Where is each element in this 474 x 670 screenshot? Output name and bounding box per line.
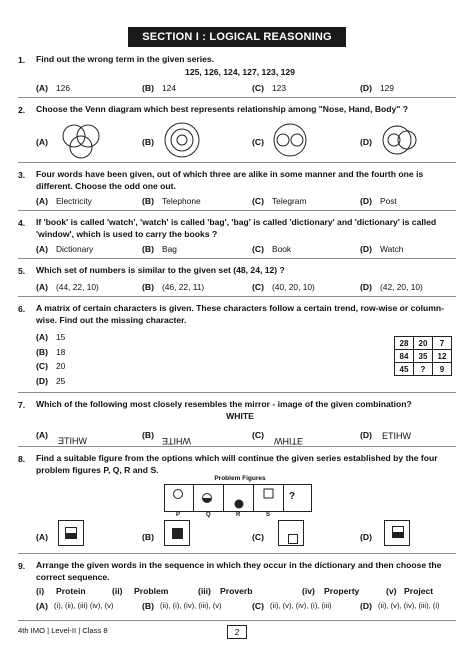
figure-p-circle: [167, 486, 193, 510]
question-number: 3.: [18, 170, 26, 180]
matrix-cell: 7: [433, 337, 452, 350]
venn-diagram-c: [270, 120, 310, 160]
question-text-line2: problem figures P, Q, R and S.: [36, 465, 159, 475]
option-d[interactable]: (D): [360, 196, 372, 206]
option-d-text: 25: [56, 376, 66, 386]
square-icon: [392, 526, 404, 538]
option-c-text: 20: [56, 361, 66, 371]
question-text-line1: If 'book' is called 'watch', 'watch' is called 'bag', 'bag' is called 'dictionary' and 'dictionary' is called: [36, 217, 437, 227]
question-text: Which set of numbers is similar to the given set (48, 24, 12) ?: [36, 265, 285, 275]
page-number: 2: [227, 625, 247, 639]
word-number: (iii): [198, 586, 211, 596]
matrix-cell: 45: [395, 363, 414, 376]
question-text-line1: Four words have been given, out of which three are alike in some manner and the fourth one is: [36, 169, 424, 179]
half-fill: [66, 533, 76, 538]
option-a[interactable]: (A): [36, 137, 48, 147]
option-c-text: Telegram: [272, 196, 307, 206]
option-a[interactable]: (A): [36, 601, 48, 611]
option-c-text: Book: [272, 244, 292, 254]
matrix-cell: 35: [414, 350, 433, 363]
option-b[interactable]: (B): [142, 137, 154, 147]
option-d[interactable]: (D): [360, 601, 372, 611]
option-a-text: Dictionary: [56, 244, 94, 254]
option-b-text: 124: [162, 83, 176, 93]
divider: [283, 485, 284, 511]
question-text-line1: Find a suitable figure from the options which will continue the given series established by the four: [36, 453, 438, 463]
option-a[interactable]: (A): [36, 430, 48, 440]
option-d[interactable]: (D): [360, 244, 372, 254]
figure-label-r: R: [236, 512, 241, 518]
half-fill: [393, 532, 403, 537]
option-d[interactable]: (D): [360, 282, 372, 292]
question-text-line2: different. Choose the odd one out.: [36, 181, 176, 191]
option-c-text: (40, 20, 10): [272, 282, 315, 292]
question-mark: ?: [289, 491, 296, 502]
given-word: WHITE: [226, 411, 254, 421]
word: Protein: [56, 586, 86, 596]
question-text: Find out the wrong term in the given series.: [36, 54, 215, 64]
question-number: 5.: [18, 266, 26, 276]
option-d[interactable]: (D): [360, 137, 372, 147]
footer-exam-info: 4th IMO | Level-II | Class 8: [18, 626, 108, 635]
question-text-line1: A matrix of certain characters is given. These characters follow a certain trend, row-wise or column-: [36, 303, 445, 313]
problem-figures-title: Problem Figures: [214, 475, 266, 482]
option-a[interactable]: (A): [36, 532, 48, 542]
option-d[interactable]: (D): [360, 83, 372, 93]
divider: [18, 258, 456, 259]
divider: [18, 296, 456, 297]
figure-label-q: Q: [206, 512, 211, 518]
option-c-text: 123: [272, 83, 286, 93]
option-d[interactable]: (D): [360, 430, 372, 440]
question-text-line2: wise. Find out the missing character.: [36, 315, 187, 325]
option-d-text: (ii), (v), (iv), (iii), (i): [378, 601, 440, 610]
option-c-figure: [278, 520, 304, 546]
word: Project: [404, 586, 434, 596]
option-d-text: Watch: [380, 244, 404, 254]
divider: [223, 485, 224, 511]
option-c-text: (ii), (v), (iv), (i), (iii): [270, 601, 332, 610]
option-d[interactable]: (D): [360, 532, 372, 542]
matrix-cell: 20: [414, 337, 433, 350]
matrix-cell: 12: [433, 350, 452, 363]
option-c[interactable]: (C): [252, 244, 264, 254]
option-b-text: 18: [56, 347, 66, 357]
divider: [18, 392, 456, 393]
figure-r-filled-circle: [226, 486, 252, 510]
divider: [253, 485, 254, 511]
problem-figures-strip: [164, 484, 312, 512]
option-c[interactable]: (C): [252, 532, 264, 542]
option-c[interactable]: (C): [252, 137, 264, 147]
option-b[interactable]: (B): [142, 83, 154, 93]
question-text: Which of the following most closely resembles the mirror - image of the given combination?: [36, 399, 412, 409]
question-text-line2: correct sequence.: [36, 572, 110, 582]
figure-s-square: [256, 486, 282, 510]
option-a[interactable]: (A): [36, 282, 48, 292]
figure-q-half-circle: [196, 486, 222, 510]
matrix-cell: ?: [414, 363, 433, 376]
divider: [18, 97, 456, 98]
venn-diagram-a: [56, 118, 106, 160]
venn-diagram-b: [162, 120, 202, 160]
question-number: 7.: [18, 400, 26, 410]
matrix-row: [395, 350, 452, 363]
question-number: 2.: [18, 105, 26, 115]
option-c[interactable]: (C): [252, 430, 264, 440]
option-b-text: Bag: [162, 244, 177, 254]
square-icon: [288, 534, 298, 544]
divider: [18, 162, 456, 163]
option-a[interactable]: (A): [36, 83, 48, 93]
mirrored-text: WHITE: [274, 436, 303, 446]
option-c[interactable]: (C): [252, 601, 264, 611]
divider: [193, 485, 194, 511]
mirrored-text: WHITE: [58, 436, 87, 446]
option-d-figure: [384, 520, 410, 546]
number-series: 125, 126, 124, 127, 123, 129: [185, 67, 295, 77]
word-number: (ii): [112, 586, 123, 596]
option-a-text: 15: [56, 332, 66, 342]
question-number: 6.: [18, 304, 26, 314]
option-b-text: (46, 22, 11): [162, 282, 205, 292]
option-a[interactable]: (A): [36, 244, 48, 254]
option-a[interactable]: (A): [36, 332, 48, 342]
matrix-row: [395, 337, 452, 350]
option-b-text: (ii), (i), (iv), (iii), (v): [160, 601, 222, 610]
option-d[interactable]: (D): [36, 376, 48, 386]
option-a-text: Electricity: [56, 196, 92, 206]
section-title: SECTION I : LOGICAL REASONING: [128, 27, 346, 47]
matrix-cell: 9: [433, 363, 452, 376]
option-a-text: 126: [56, 83, 70, 93]
question-number: 9.: [18, 561, 26, 571]
option-a[interactable]: (A): [36, 196, 48, 206]
number-matrix: [394, 336, 452, 376]
option-d-text: 129: [380, 83, 394, 93]
matrix-cell: 84: [395, 350, 414, 363]
question-number: 4.: [18, 218, 26, 228]
option-c[interactable]: (C): [252, 83, 264, 93]
word: Property: [324, 586, 360, 596]
divider: [18, 210, 456, 211]
option-b-figure: [164, 520, 190, 546]
square-icon: [65, 527, 77, 539]
question-text: Choose the Venn diagram which best represents relationship among "Nose, Hand, Body" ?: [36, 104, 409, 114]
option-a-figure: [58, 520, 84, 546]
figure-label-p: P: [176, 512, 181, 518]
option-c[interactable]: (C): [252, 282, 264, 292]
word-number: (i): [36, 586, 45, 596]
option-b[interactable]: (B): [142, 601, 154, 611]
question-text-line1: Arrange the given words in the sequence in which they occur in the dictionary and then choose the: [36, 560, 442, 570]
option-c[interactable]: (C): [36, 361, 48, 371]
word: Problem: [134, 586, 169, 596]
option-c[interactable]: (C): [252, 196, 264, 206]
divider: [18, 553, 456, 554]
figure-label-s: S: [266, 512, 271, 518]
matrix-cell: 28: [395, 337, 414, 350]
option-b[interactable]: (B): [142, 430, 154, 440]
option-a-text: (44, 22, 10): [56, 282, 99, 292]
word: Proverb: [220, 586, 253, 596]
option-a-text: (i), (ii), (iii) (iv), (v): [54, 601, 114, 610]
option-b[interactable]: (B): [142, 196, 154, 206]
option-b[interactable]: (B): [142, 244, 154, 254]
question-number: 1.: [18, 55, 26, 65]
mirrored-text: WHITE: [162, 436, 191, 446]
divider: [18, 446, 456, 447]
option-d-text: (42, 20, 10): [380, 282, 423, 292]
option-d-text: ETIHW: [382, 431, 411, 441]
option-b[interactable]: (B): [142, 532, 154, 542]
matrix-row: [395, 363, 452, 376]
word-number: (v): [386, 586, 397, 596]
option-b[interactable]: (B): [142, 282, 154, 292]
question-number: 8.: [18, 454, 26, 464]
option-d-text: Post: [380, 196, 397, 206]
venn-diagram-d: [380, 120, 420, 160]
option-b-text: Telephone: [162, 196, 201, 206]
question-text-line2: 'window', which is used to carry the books ?: [36, 229, 218, 239]
word-number: (iv): [302, 586, 315, 596]
footer-rule: [18, 620, 456, 621]
option-b[interactable]: (B): [36, 347, 48, 357]
filled-square-icon: [172, 528, 183, 539]
